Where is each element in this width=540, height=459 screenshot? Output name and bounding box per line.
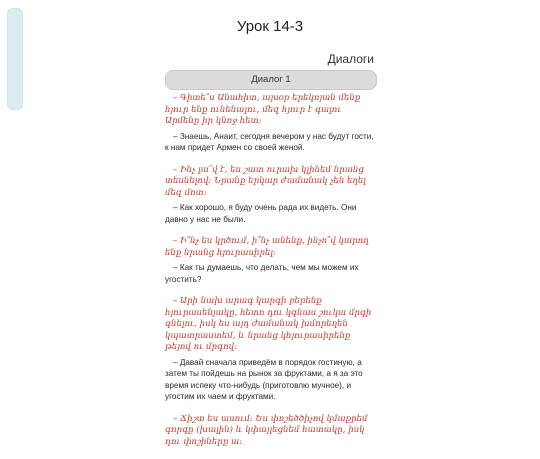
armenian-line: – Ճիշտ ես ասում: Ես փոշեծծիչով կմաքրեմ գորգը (խալին) և կփայլեցնեմ հատակը, իսկ դու փոշիները ա: xyxy=(165,413,368,447)
russian-translation: – Как хорошо, я буду очень рада их видеть. Они давно у нас не были. xyxy=(165,203,357,224)
page-title: Урок 14-3 xyxy=(236,18,304,35)
dialog-entry xyxy=(165,414,378,449)
dialog-entry xyxy=(165,93,378,154)
section-title: Диалоги xyxy=(327,52,374,66)
dialog-entry xyxy=(165,296,378,403)
dialog-entry xyxy=(165,165,378,226)
armenian-line: – Ինչ լա՜վ է, ես շատ ուրախ կլինեմ նրանց տեսնելով: Նրանք երկար ժամանակ չեն եղել մեզ մոտ: xyxy=(165,164,366,198)
russian-translation: – Давай сначала приведём в порядок гостиную, а затем ты пойдешь на рынок за фруктами, а я за это время испеку что-нибудь (приготовлю мучное), и угостим их чаем и фруктами. xyxy=(165,357,363,401)
russian-translation: – Как ты думаешь, что делать, чем мы можем их угостить? xyxy=(165,263,359,284)
armenian-line: – Արի նախ արագ կարգի բերենք հյուրասենյակը, հետո դու կգնաս շուկա մրգի գնելու, իսկ ես այդ ժամանակ խմորեղեն կպատրաստեմ, և նրանց կհյուրասիրենք թեյով ու մրգով: xyxy=(165,296,372,352)
armenian-line: – Ի՞նչ ես կրծում, ի՞նչ անենք, ինչո՞վ կարող ենք նրանց հյուրասիրել: xyxy=(165,236,369,258)
dialog-header[interactable]: Диалог 1 xyxy=(165,70,377,90)
dialog-entry xyxy=(165,236,378,285)
russian-translation: – Знаешь, Анаит, сегодня вечером у нас будут гости, к нам придет Армен со своей женой. xyxy=(165,131,374,152)
dialog-content xyxy=(165,93,378,459)
armenian-line: – Գիտե՞ս Անահիտ, այսօր երեկոյան մենք հյուր ենք ունենալու, մեզ հյուր է գալու Արմենը իր կնոջ հետ: xyxy=(165,93,361,126)
